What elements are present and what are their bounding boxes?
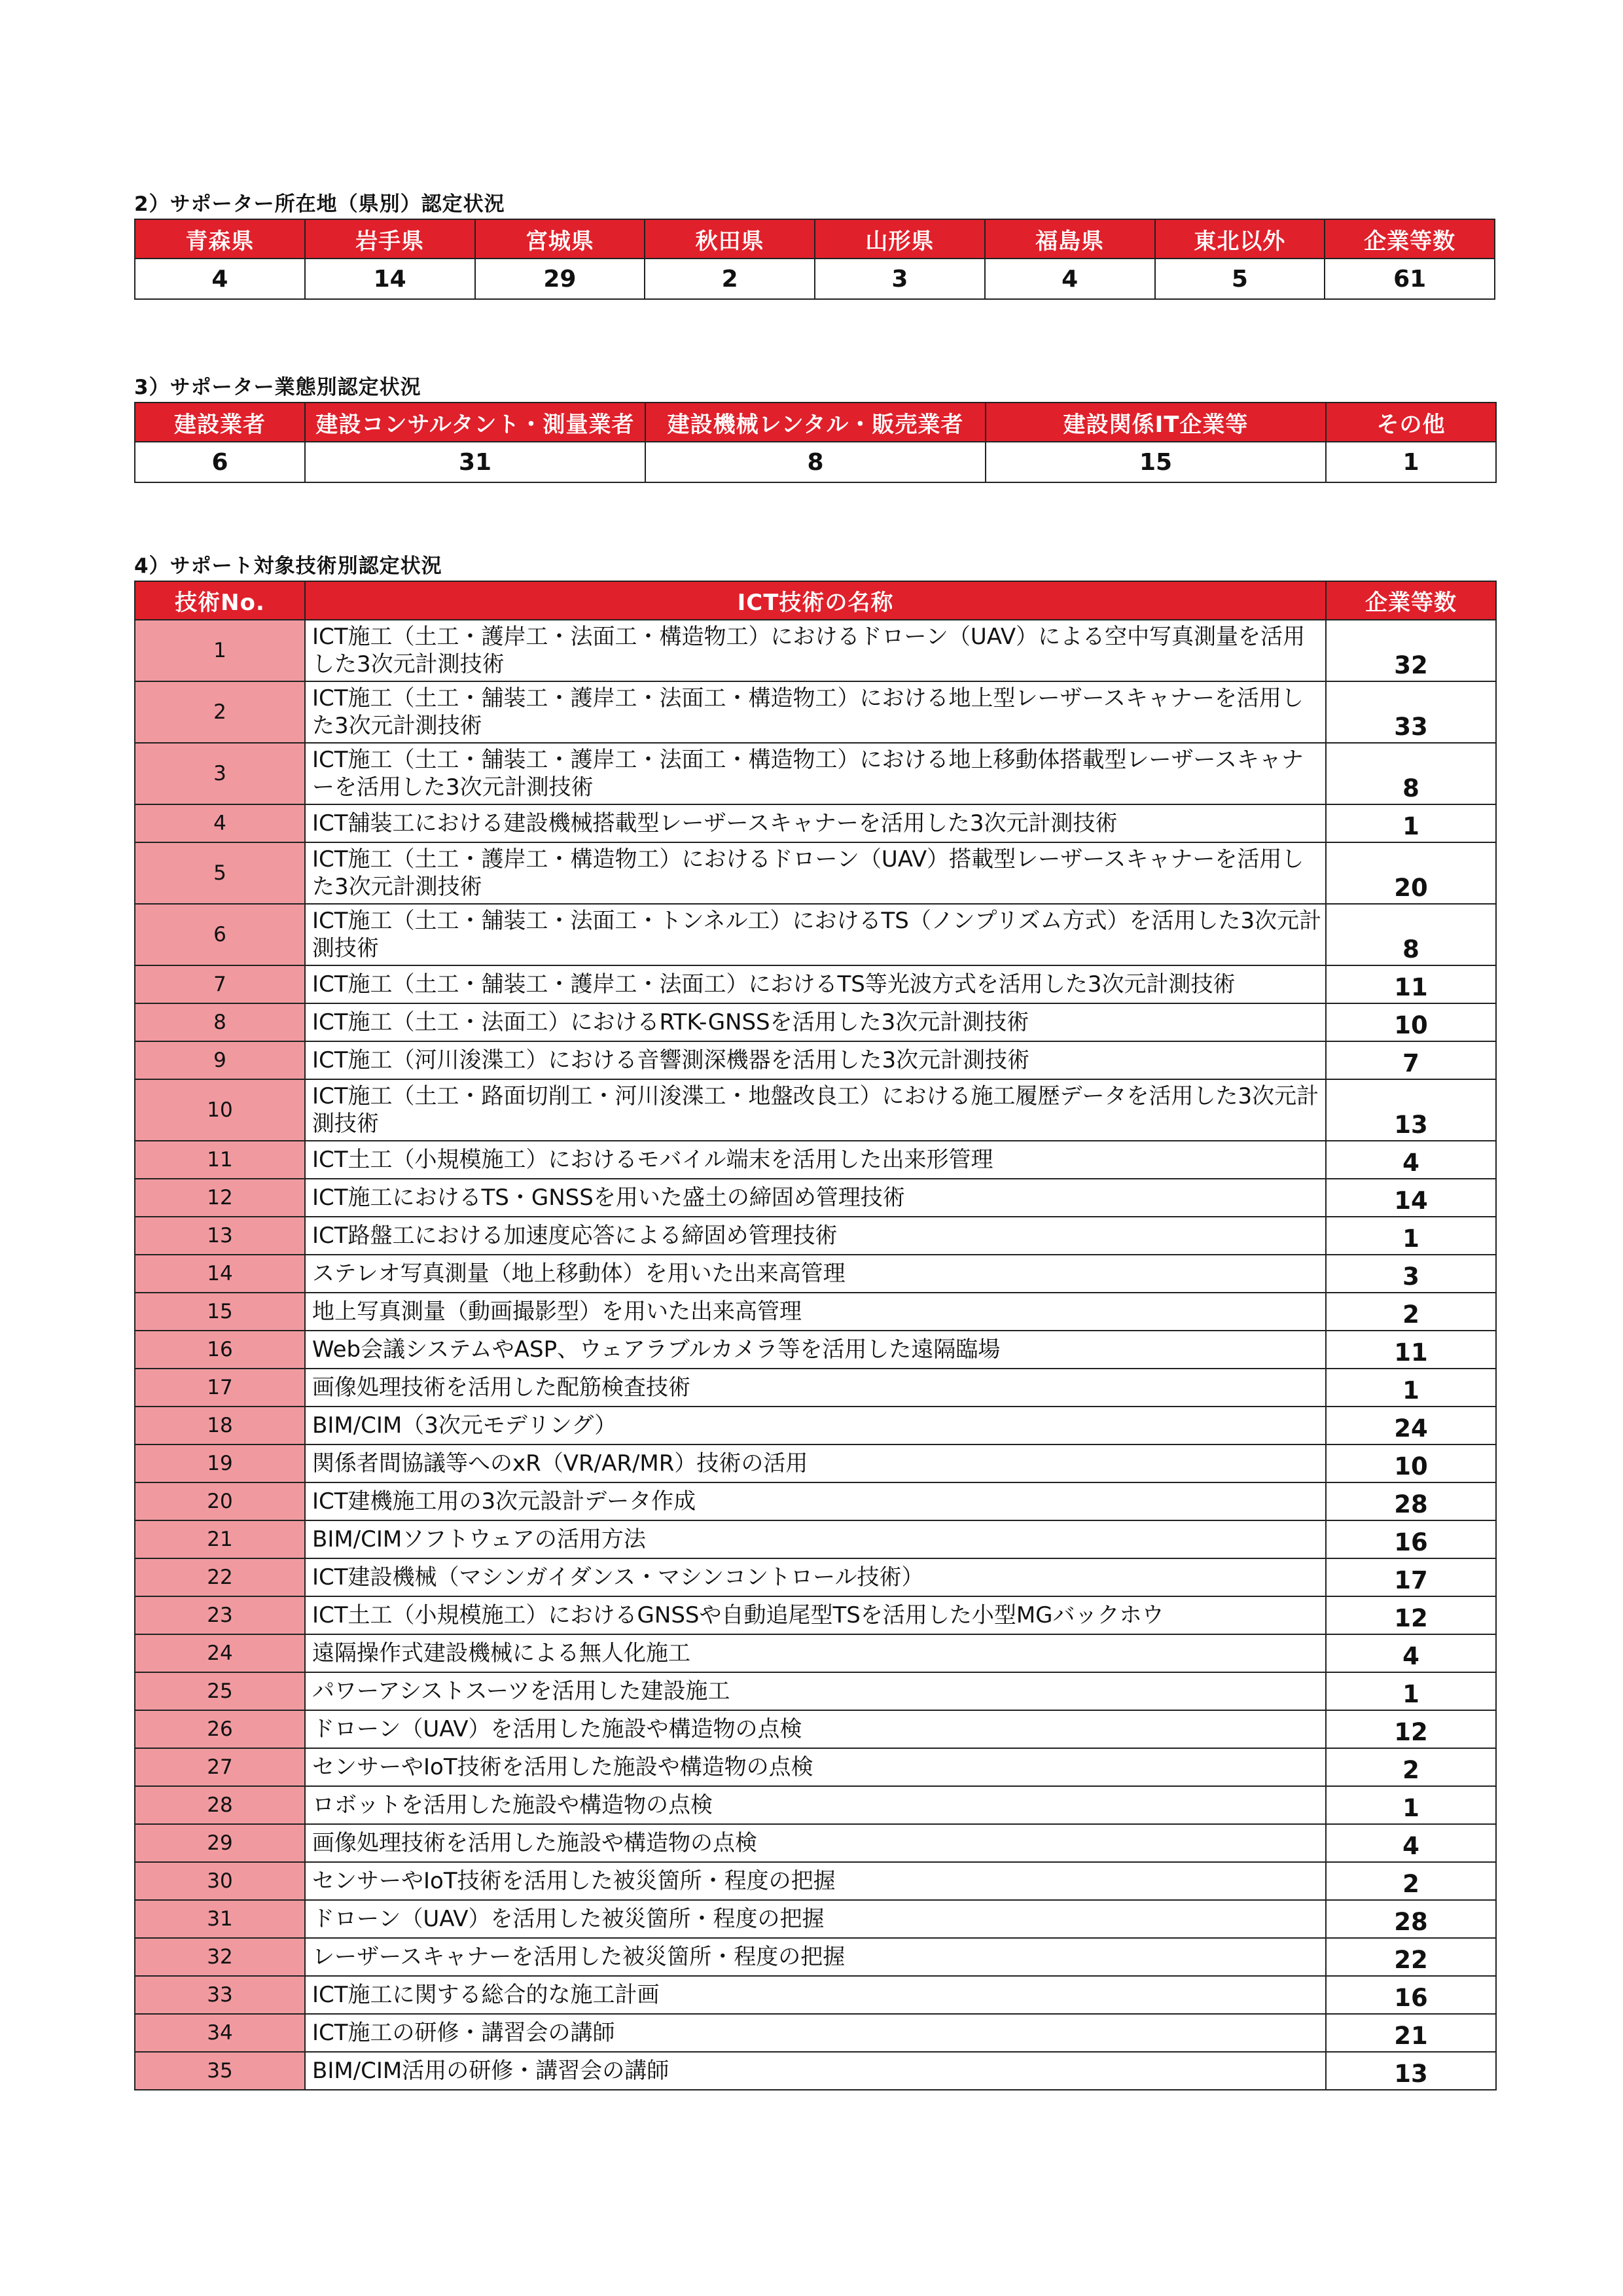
technology-row <box>135 1255 1496 1293</box>
technology-row <box>135 1520 1496 1558</box>
technology-row-name: BIM/CIM活用の研修・講習会の講師 <box>305 2052 1326 2090</box>
technology-row-number: 12 <box>135 1179 305 1217</box>
technology-row-number: 25 <box>135 1672 305 1710</box>
business-type-table <box>134 402 1497 483</box>
technology-row <box>135 965 1496 1003</box>
section2-title: 2）サポーター所在地（県別）認定状況 <box>134 192 505 216</box>
technology-row <box>135 1672 1496 1710</box>
technology-row <box>135 743 1496 804</box>
technology-row <box>135 1079 1496 1141</box>
technology-row-number: 24 <box>135 1634 305 1672</box>
technology-row-name: ICT施工（土工・舗装工・護岸工・法面工・構造物工）における地上型レーザースキャナーを活用した3次元計測技術 <box>305 681 1326 743</box>
technology-row-number: 2 <box>135 681 305 743</box>
technology-row-name: Web会議システムやASP、ウェアラブルカメラ等を活用した遠隔臨場 <box>305 1331 1326 1369</box>
technology-row <box>135 1976 1496 2014</box>
technology-row-count: 13 <box>1326 1079 1496 1141</box>
technology-row <box>135 804 1496 842</box>
technology-row <box>135 842 1496 904</box>
technology-row-name: ドローン（UAV）を活用した被災箇所・程度の把握 <box>305 1900 1326 1938</box>
technology-row <box>135 1369 1496 1407</box>
technology-row <box>135 1558 1496 1596</box>
technology-row-number: 8 <box>135 1003 305 1041</box>
technology-row-number: 31 <box>135 1900 305 1938</box>
technology-row-name: ICT建設機械（マシンガイダンス・マシンコントロール技術） <box>305 1558 1326 1596</box>
technology-row <box>135 2052 1496 2090</box>
technology-row-name: ICT施工に関する総合的な施工計画 <box>305 1976 1326 2014</box>
prefecture-header-outside-tohoku: 東北以外 <box>1155 219 1325 259</box>
technology-row <box>135 1003 1496 1041</box>
technology-row-name: 画像処理技術を活用した施設や構造物の点検 <box>305 1824 1326 1862</box>
business-value-consultant: 31 <box>305 442 645 482</box>
technology-row-number: 22 <box>135 1558 305 1596</box>
document-page <box>134 190 1495 2090</box>
technology-row-number: 35 <box>135 2052 305 2090</box>
technology-row <box>135 1748 1496 1786</box>
prefecture-value-iwate: 14 <box>305 259 475 299</box>
technology-row <box>135 1444 1496 1482</box>
technology-row-number: 14 <box>135 1255 305 1293</box>
technology-row-count: 8 <box>1326 743 1496 804</box>
technology-header-no: 技術No. <box>135 581 305 620</box>
technology-row-number: 6 <box>135 904 305 965</box>
prefecture-value-row <box>135 259 1495 299</box>
technology-table-body <box>135 620 1496 2090</box>
technology-row-name: ICT施工の研修・講習会の講師 <box>305 2014 1326 2052</box>
section4-title: 4）サポート対象技術別認定状況 <box>134 554 442 578</box>
technology-row <box>135 1938 1496 1976</box>
technology-row-number: 15 <box>135 1293 305 1331</box>
technology-row-count: 2 <box>1326 1748 1496 1786</box>
technology-row <box>135 2014 1496 2052</box>
technology-row-number: 17 <box>135 1369 305 1407</box>
business-value-contractor: 6 <box>135 442 305 482</box>
technology-row-name: センサーやIoT技術を活用した施設や構造物の点検 <box>305 1748 1326 1786</box>
technology-row-number: 27 <box>135 1748 305 1786</box>
technology-row-name: BIM/CIMソフトウェアの活用方法 <box>305 1520 1326 1558</box>
technology-row <box>135 681 1496 743</box>
prefecture-value-fukushima: 4 <box>985 259 1155 299</box>
technology-row-name: ICT路盤工における加速度応答による締固め管理技術 <box>305 1217 1326 1255</box>
technology-row-number: 9 <box>135 1041 305 1079</box>
technology-row-count: 1 <box>1326 1369 1496 1407</box>
technology-row-name: レーザースキャナーを活用した被災箇所・程度の把握 <box>305 1938 1326 1976</box>
technology-row <box>135 1862 1496 1900</box>
technology-row-count: 28 <box>1326 1482 1496 1520</box>
technology-row <box>135 1710 1496 1748</box>
technology-row-name: ICT施工（土工・舗装工・法面工・トンネル工）におけるTS（ノンプリズム方式）を活用した3次元計測技術 <box>305 904 1326 965</box>
technology-row-name: ICT施工（土工・舗装工・護岸工・法面工）におけるTS等光波方式を活用した3次元計測技術 <box>305 965 1326 1003</box>
prefecture-header-row <box>135 219 1495 259</box>
technology-row-name: 画像処理技術を活用した配筋検査技術 <box>305 1369 1326 1407</box>
technology-row <box>135 1900 1496 1938</box>
technology-row-count: 4 <box>1326 1824 1496 1862</box>
technology-row-number: 29 <box>135 1824 305 1862</box>
technology-row-name: ICT施工（河川浚渫工）における音響測深機器を活用した3次元計測技術 <box>305 1041 1326 1079</box>
technology-row <box>135 1331 1496 1369</box>
technology-row <box>135 620 1496 681</box>
technology-row-count: 12 <box>1326 1596 1496 1634</box>
technology-row-count: 10 <box>1326 1003 1496 1041</box>
business-header-equipment: 建設機械レンタル・販売業者 <box>645 403 986 442</box>
technology-row-count: 1 <box>1326 1217 1496 1255</box>
technology-row-number: 1 <box>135 620 305 681</box>
technology-row-name: 地上写真測量（動画撮影型）を用いた出来高管理 <box>305 1293 1326 1331</box>
technology-row-count: 1 <box>1326 1672 1496 1710</box>
technology-row <box>135 1217 1496 1255</box>
prefecture-header-aomori: 青森県 <box>135 219 305 259</box>
technology-row-number: 3 <box>135 743 305 804</box>
prefecture-value-aomori: 4 <box>135 259 305 299</box>
technology-row-name: ICT建機施工用の3次元設計データ作成 <box>305 1482 1326 1520</box>
prefecture-header-total: 企業等数 <box>1325 219 1495 259</box>
technology-row-name: ICT施工（土工・舗装工・護岸工・法面工・構造物工）における地上移動体搭載型レーザースキャナーを活用した3次元計測技術 <box>305 743 1326 804</box>
technology-row <box>135 1293 1496 1331</box>
business-header-it: 建設関係IT企業等 <box>986 403 1326 442</box>
technology-row-number: 5 <box>135 842 305 904</box>
technology-row-count: 20 <box>1326 842 1496 904</box>
technology-row <box>135 1824 1496 1862</box>
technology-row <box>135 1786 1496 1824</box>
technology-row-count: 13 <box>1326 2052 1496 2090</box>
technology-row-number: 18 <box>135 1407 305 1444</box>
technology-row-number: 30 <box>135 1862 305 1900</box>
prefecture-header-akita: 秋田県 <box>645 219 815 259</box>
technology-row-count: 4 <box>1326 1141 1496 1179</box>
technology-row-number: 23 <box>135 1596 305 1634</box>
technology-row-name: ICT舗装工における建設機械搭載型レーザースキャナーを活用した3次元計測技術 <box>305 804 1326 842</box>
technology-row-number: 21 <box>135 1520 305 1558</box>
technology-row-count: 7 <box>1326 1041 1496 1079</box>
technology-row <box>135 1634 1496 1672</box>
technology-row-name: パワーアシストスーツを活用した建設施工 <box>305 1672 1326 1710</box>
technology-row-count: 1 <box>1326 804 1496 842</box>
technology-table <box>134 581 1497 2090</box>
business-value-other: 1 <box>1326 442 1496 482</box>
business-value-equipment: 8 <box>645 442 986 482</box>
prefecture-header-miyagi: 宮城県 <box>475 219 645 259</box>
business-value-it: 15 <box>986 442 1326 482</box>
technology-row <box>135 1596 1496 1634</box>
technology-header-count: 企業等数 <box>1326 581 1496 620</box>
technology-row-number: 32 <box>135 1938 305 1976</box>
technology-row-count: 28 <box>1326 1900 1496 1938</box>
business-header-contractor: 建設業者 <box>135 403 305 442</box>
technology-row-number: 33 <box>135 1976 305 2014</box>
business-header-other: その他 <box>1326 403 1496 442</box>
technology-row-number: 4 <box>135 804 305 842</box>
technology-row-name: BIM/CIM（3次元モデリング） <box>305 1407 1326 1444</box>
technology-row-count: 24 <box>1326 1407 1496 1444</box>
technology-row-count: 16 <box>1326 1976 1496 2014</box>
business-header-consultant: 建設コンサルタント・測量業者 <box>305 403 645 442</box>
business-type-header-row <box>135 403 1496 442</box>
section3-title: 3）サポーター業態別認定状況 <box>134 376 421 399</box>
technology-row-name: ICT施工（土工・法面工）におけるRTK-GNSSを活用した3次元計測技術 <box>305 1003 1326 1041</box>
technology-row-count: 2 <box>1326 1862 1496 1900</box>
prefecture-header-yamagata: 山形県 <box>815 219 985 259</box>
prefecture-table <box>134 219 1495 300</box>
technology-row-name: ICT施工（土工・護岸工・構造物工）におけるドローン（UAV）搭載型レーザースキャナーを活用した3次元計測技術 <box>305 842 1326 904</box>
technology-row-name: センサーやIoT技術を活用した被災箇所・程度の把握 <box>305 1862 1326 1900</box>
technology-row-count: 3 <box>1326 1255 1496 1293</box>
technology-row <box>135 1141 1496 1179</box>
technology-row-count: 4 <box>1326 1634 1496 1672</box>
technology-row-number: 7 <box>135 965 305 1003</box>
prefecture-header-iwate: 岩手県 <box>305 219 475 259</box>
technology-row <box>135 904 1496 965</box>
prefecture-header-fukushima: 福島県 <box>985 219 1155 259</box>
technology-row-count: 16 <box>1326 1520 1496 1558</box>
technology-row-name: ICT施工（土工・護岸工・法面工・構造物工）におけるドローン（UAV）による空中写真測量を活用した3次元計測技術 <box>305 620 1326 681</box>
prefecture-value-miyagi: 29 <box>475 259 645 299</box>
technology-row-number: 20 <box>135 1482 305 1520</box>
prefecture-value-akita: 2 <box>645 259 815 299</box>
business-type-value-row <box>135 442 1496 482</box>
technology-row-number: 19 <box>135 1444 305 1482</box>
prefecture-value-outside-tohoku: 5 <box>1155 259 1325 299</box>
technology-row-name: ドローン（UAV）を活用した施設や構造物の点検 <box>305 1710 1326 1748</box>
technology-row-count: 8 <box>1326 904 1496 965</box>
technology-header-name: ICT技術の名称 <box>305 581 1326 620</box>
technology-row-name: 遠隔操作式建設機械による無人化施工 <box>305 1634 1326 1672</box>
technology-row-number: 34 <box>135 2014 305 2052</box>
technology-row-count: 32 <box>1326 620 1496 681</box>
technology-row-count: 14 <box>1326 1179 1496 1217</box>
technology-row <box>135 1041 1496 1079</box>
technology-row-name: ICT土工（小規模施工）におけるGNSSや自動追尾型TSを活用した小型MGバックホウ <box>305 1596 1326 1634</box>
technology-row-name: ICT土工（小規模施工）におけるモバイル端末を活用した出来形管理 <box>305 1141 1326 1179</box>
technology-row-number: 13 <box>135 1217 305 1255</box>
technology-row-number: 28 <box>135 1786 305 1824</box>
technology-row-number: 11 <box>135 1141 305 1179</box>
prefecture-value-yamagata: 3 <box>815 259 985 299</box>
technology-row-count: 17 <box>1326 1558 1496 1596</box>
technology-row-name: 関係者間協議等へのxR（VR/AR/MR）技術の活用 <box>305 1444 1326 1482</box>
technology-row-name: ロボットを活用した施設や構造物の点検 <box>305 1786 1326 1824</box>
technology-row-name: ステレオ写真測量（地上移動体）を用いた出来高管理 <box>305 1255 1326 1293</box>
technology-row-number: 10 <box>135 1079 305 1141</box>
technology-row-count: 2 <box>1326 1293 1496 1331</box>
technology-row-count: 21 <box>1326 2014 1496 2052</box>
technology-row-count: 11 <box>1326 1331 1496 1369</box>
technology-row-number: 26 <box>135 1710 305 1748</box>
technology-row-count: 22 <box>1326 1938 1496 1976</box>
technology-row-count: 33 <box>1326 681 1496 743</box>
technology-row-count: 1 <box>1326 1786 1496 1824</box>
technology-row <box>135 1482 1496 1520</box>
technology-row-name: ICT施工におけるTS・GNSSを用いた盛土の締固め管理技術 <box>305 1179 1326 1217</box>
technology-row <box>135 1179 1496 1217</box>
technology-row-count: 11 <box>1326 965 1496 1003</box>
prefecture-value-total: 61 <box>1325 259 1495 299</box>
technology-row-count: 10 <box>1326 1444 1496 1482</box>
technology-row <box>135 1407 1496 1444</box>
technology-row-count: 12 <box>1326 1710 1496 1748</box>
technology-row-number: 16 <box>135 1331 305 1369</box>
technology-row-name: ICT施工（土工・路面切削工・河川浚渫工・地盤改良工）における施工履歴データを活用した3次元計測技術 <box>305 1079 1326 1141</box>
technology-header-row <box>135 581 1496 620</box>
